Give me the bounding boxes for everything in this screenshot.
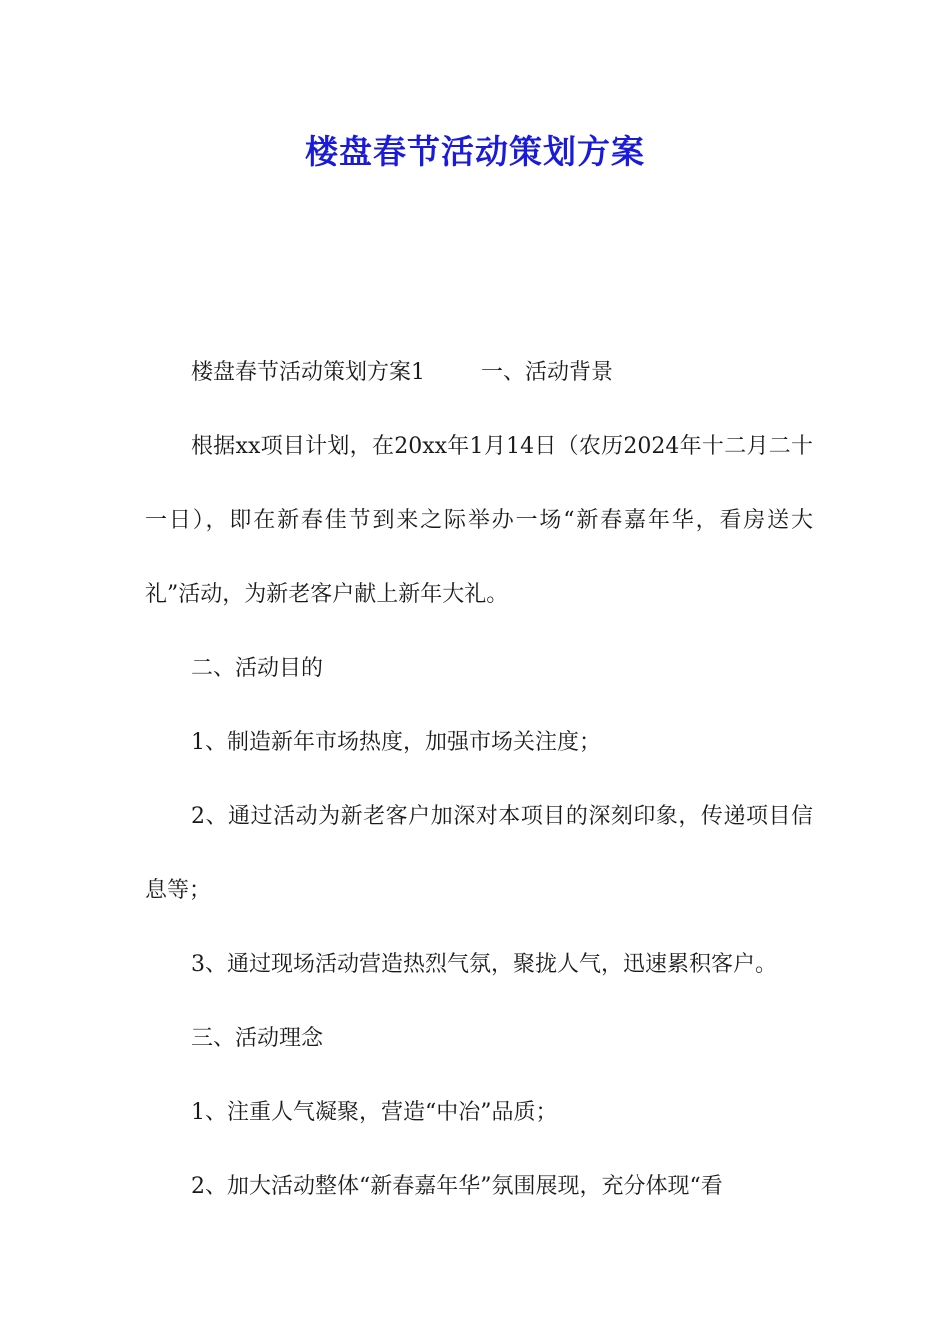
- paragraph-heading-1: [145, 336, 813, 410]
- section-heading-background: 一、活动背景: [481, 360, 614, 385]
- section-heading-concept: 三、活动理念: [191, 1026, 324, 1051]
- purpose-item-3: 3、通过现场活动营造热烈气氛，聚拢人气，迅速累积客户。: [191, 952, 777, 977]
- purpose-item-2: 2、通过活动为新老客户加深对本项目的深刻印象，传递项目信息等；: [145, 804, 813, 903]
- concept-item-1: 1、注重人气凝聚，营造“中冶”品质；: [191, 1100, 558, 1125]
- concept-item-2: 2、加大活动整体“新春嘉年华”氛围展现，充分体现“看: [191, 1174, 723, 1199]
- section-heading-purpose: 二、活动目的: [191, 656, 324, 681]
- plan-subtitle: 楼盘春节活动策划方案1: [191, 360, 425, 385]
- document-body: [145, 336, 813, 1224]
- purpose-item-1: 1、制造新年市场热度，加强市场关注度；: [191, 730, 601, 755]
- paragraph-background: 根据xx项目计划，在20xx年1月14日（农历2024年十二月二十一日），即在新春佳节到来之际举办一场“新春嘉年华，看房送大礼”活动，为新老客户献上新年大礼。: [145, 434, 813, 607]
- document-title: 楼盘春节活动策划方案: [305, 132, 645, 171]
